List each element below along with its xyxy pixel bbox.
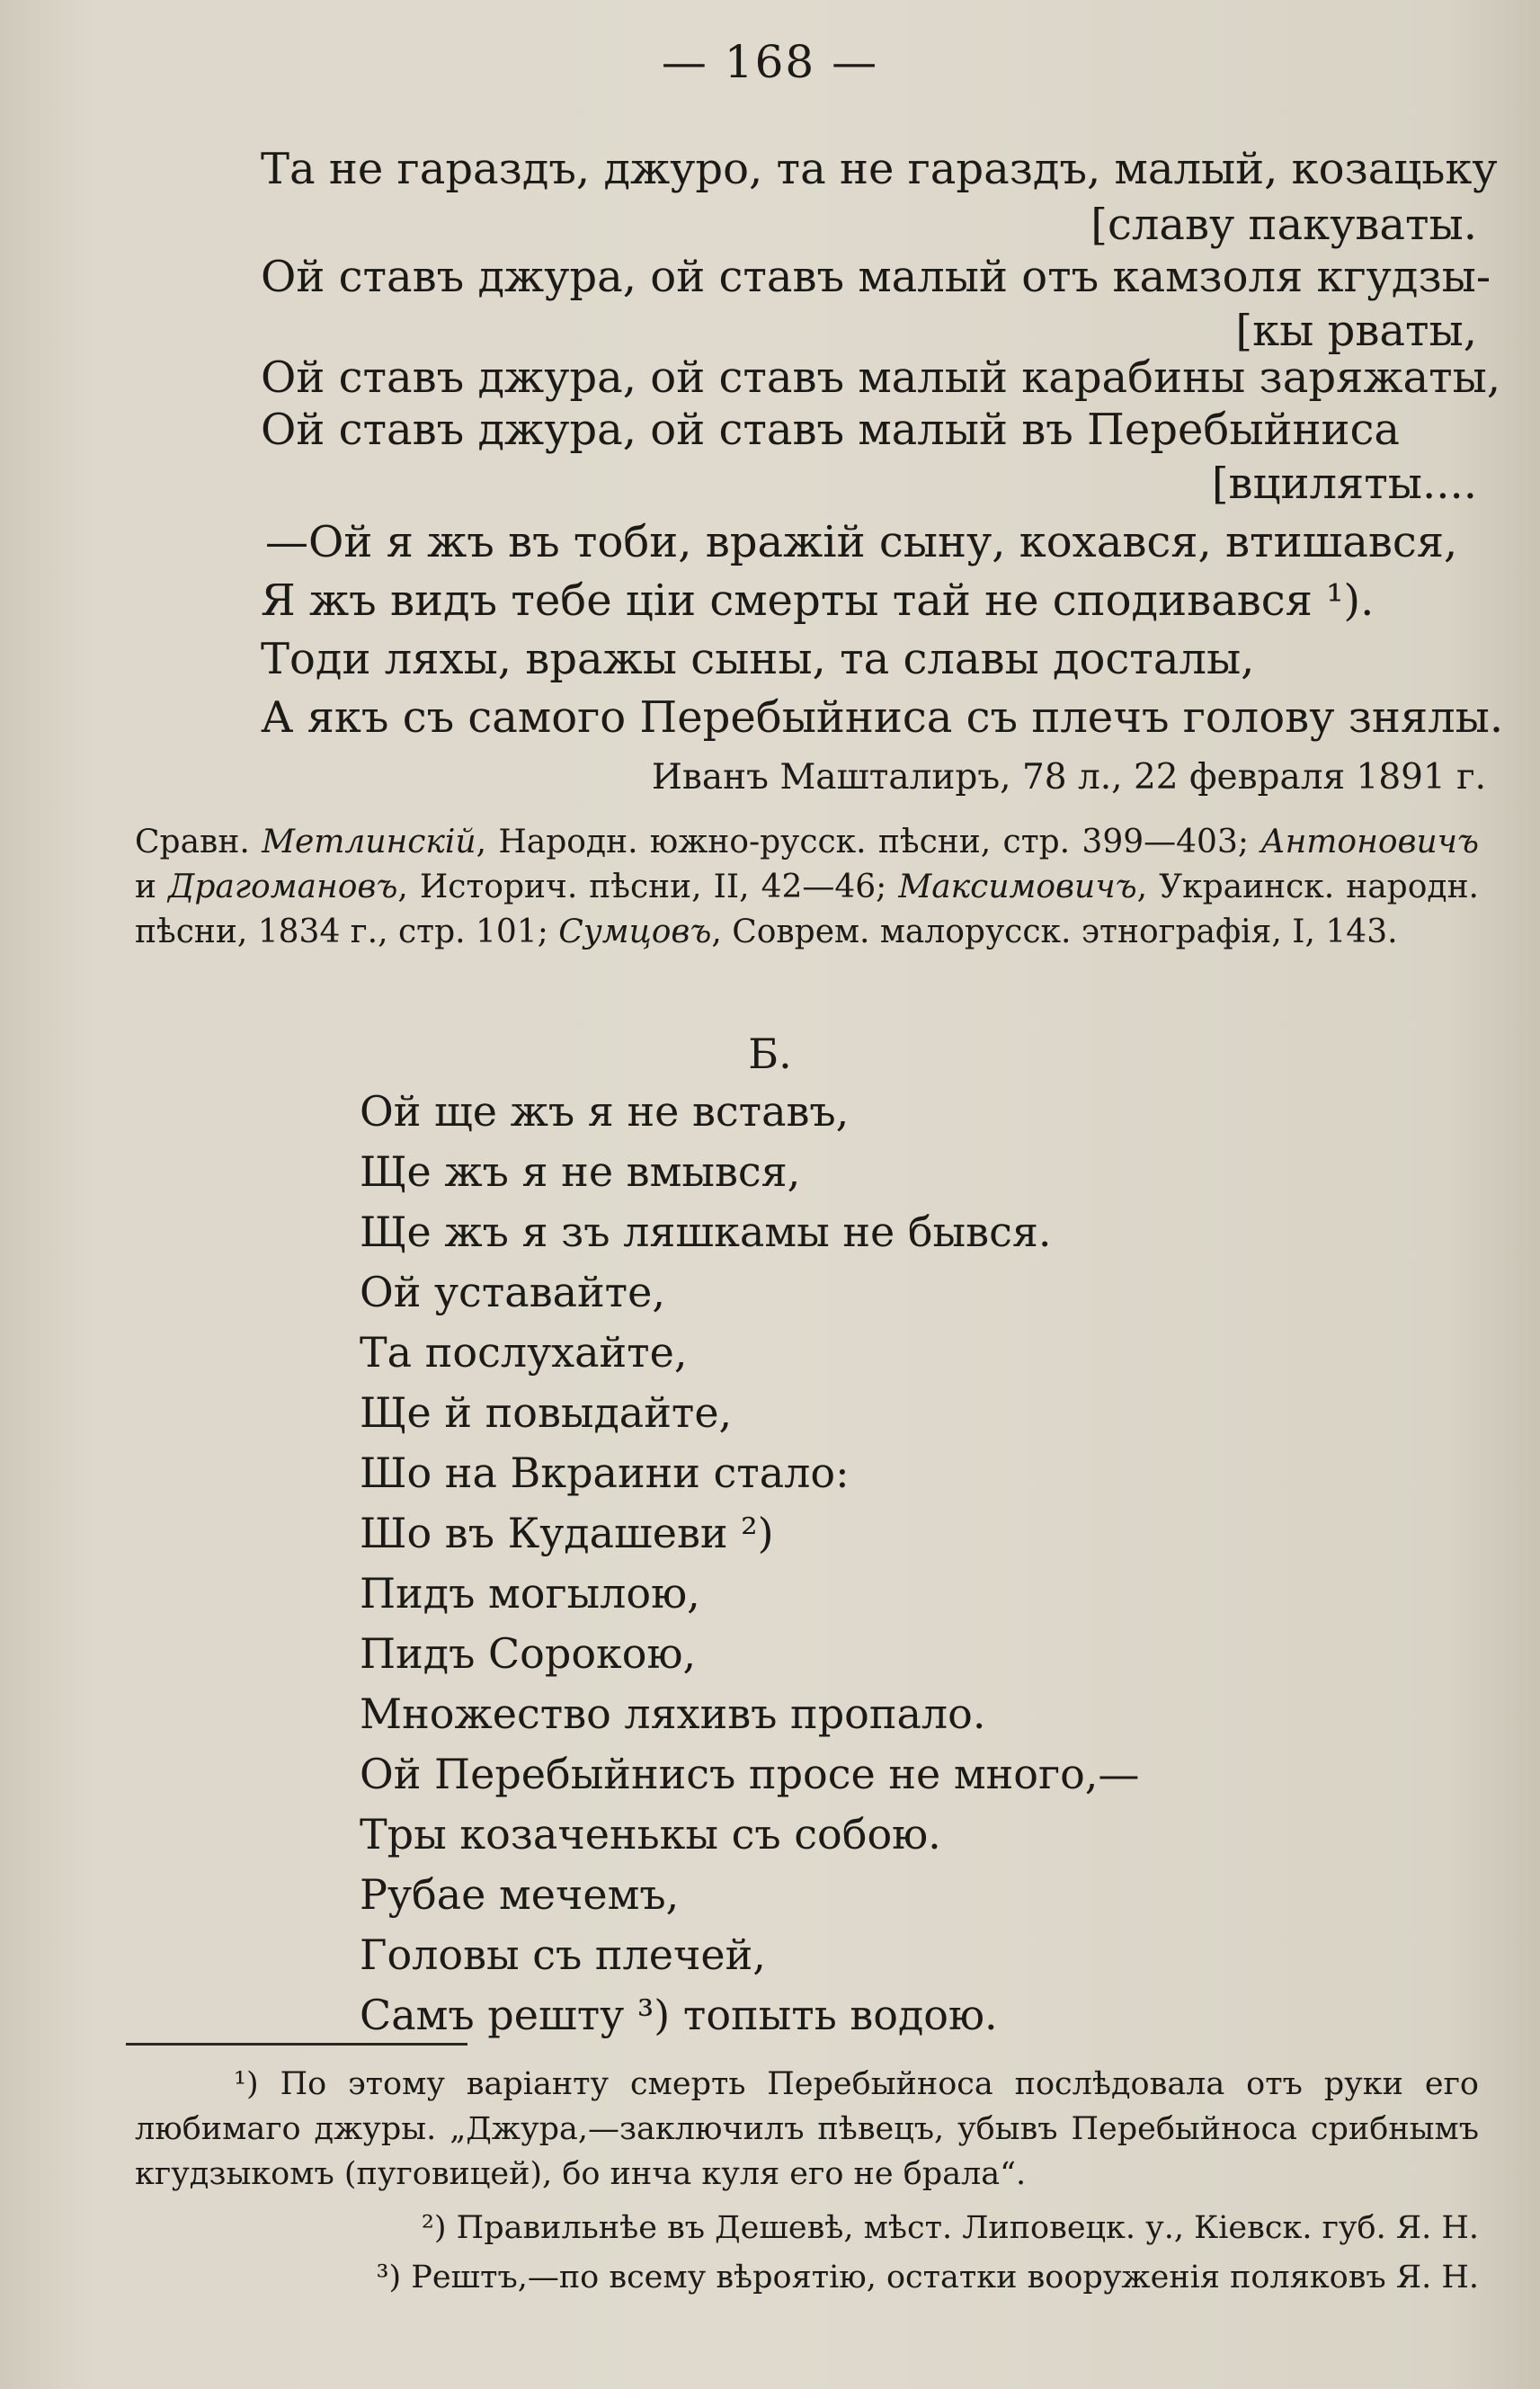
poem-line: Пидъ могылою, — [360, 1569, 700, 1618]
poem-line: Ой уставайте, — [360, 1268, 665, 1316]
poem-line: Я жъ видъ тебе ціи смерты тай не сподивався ¹). — [261, 575, 1375, 626]
poem-line: Рубае мечемъ, — [360, 1870, 680, 1919]
footnote-3: ³) Рештъ,—по всему вѣроятію, остатки вооруженія поляковъ Я. Н. — [376, 2260, 1479, 2295]
footnote-2: ²) Правильнѣе въ Дешевѣ, мѣст. Липовецк. у., Кіевск. губ. Я. Н. — [421, 2210, 1479, 2246]
ref-work: , Украинск. народн. пѣсни, 1834 г., стр. 101; — [135, 869, 1479, 950]
references-paragraph — [135, 820, 1479, 955]
ref-author: Максимовичъ — [898, 869, 1137, 905]
poem-line: Пидъ Сорокою, — [360, 1629, 697, 1678]
poem-line: Ще жъ я зъ ляшкамы не бывся. — [360, 1208, 1052, 1256]
ref-work: , Историч. пѣсни, II, 42—46; — [397, 869, 887, 905]
poem-line-continuation: [вциляты.... — [1211, 459, 1477, 509]
ref-work: , Соврем. малорусск. этнографія, I, 143. — [711, 914, 1398, 950]
ref-work: , Народн. южно-русск. пѣсни, стр. 399—403; — [476, 824, 1249, 860]
footnote-divider — [126, 2043, 467, 2046]
ref-conjunction: и — [135, 869, 169, 905]
poem-line: Ой ставъ джура, ой ставъ малый отъ камзоля кгудзы- — [261, 252, 1491, 302]
ref-author: Антоновичъ — [1260, 824, 1480, 860]
poem-line: А якъ съ самого Перебыйниса съ плечъ голову знялы. — [261, 692, 1504, 743]
poem-line: Тоди ляхы, вражы сыны, та славы досталы, — [261, 634, 1255, 684]
poem-line: Множество ляхивъ пропало. — [360, 1689, 986, 1738]
informant-signature: Иванъ Машталиръ, 78 л., 22 февраля 1891 г. — [651, 757, 1486, 798]
poem-line: Шо на Вкраини стало: — [360, 1449, 850, 1497]
poem-line: Самъ решту ³) топыть водою. — [360, 1991, 998, 2039]
poem-line: Ще жъ я не вмывся, — [360, 1147, 801, 1196]
section-title: Б. — [748, 1030, 792, 1078]
ref-prefix: Сравн. — [135, 824, 250, 860]
ref-author: Драгомановъ — [168, 869, 398, 905]
poem-line: Ой ще жъ я не вставъ, — [360, 1087, 850, 1136]
ref-author: Метлинскій — [262, 824, 476, 860]
poem-line: Ой ставъ джура, ой ставъ малый карабины заряжаты, — [261, 352, 1501, 403]
poem-line: Тры козаченькы съ собою. — [360, 1810, 941, 1859]
poem-line: Ой Перебыйнисъ просе не много,— — [360, 1750, 1140, 1798]
poem-line: Головы съ плечей, — [360, 1930, 766, 1979]
poem-line-continuation: [кы рваты, — [1235, 306, 1477, 356]
ref-author: Сумцовъ — [558, 914, 712, 950]
footnote-1: ¹) По этому варіанту смерть Перебыйноса послѣдовала отъ руки его любимаго джуры. „Джура,—заключилъ пѣвецъ, убывъ Перебыйноса срибнымъ кгудзыкомъ (пуговицей), бо инча куля его не брала“. — [135, 2066, 1479, 2192]
poem-line: Ой ставъ джура, ой ставъ малый въ Перебыйниса — [261, 405, 1401, 455]
poem-line-continuation: [славу пакуваты. — [1090, 200, 1477, 250]
poem-line: Та послухайте, — [360, 1328, 688, 1377]
page-number: — 168 — — [661, 36, 879, 88]
poem-line: —Ой я жъ въ тоби, вражій сыну, кохався, втишався, — [265, 517, 1458, 567]
poem-line: Шо въ Кудашеви ²) — [360, 1509, 774, 1557]
poem-line: Та не гараздъ, джуро, та не гараздъ, малый, козацьку — [261, 144, 1498, 194]
poem-line: Ще й повыдайте, — [360, 1388, 733, 1437]
